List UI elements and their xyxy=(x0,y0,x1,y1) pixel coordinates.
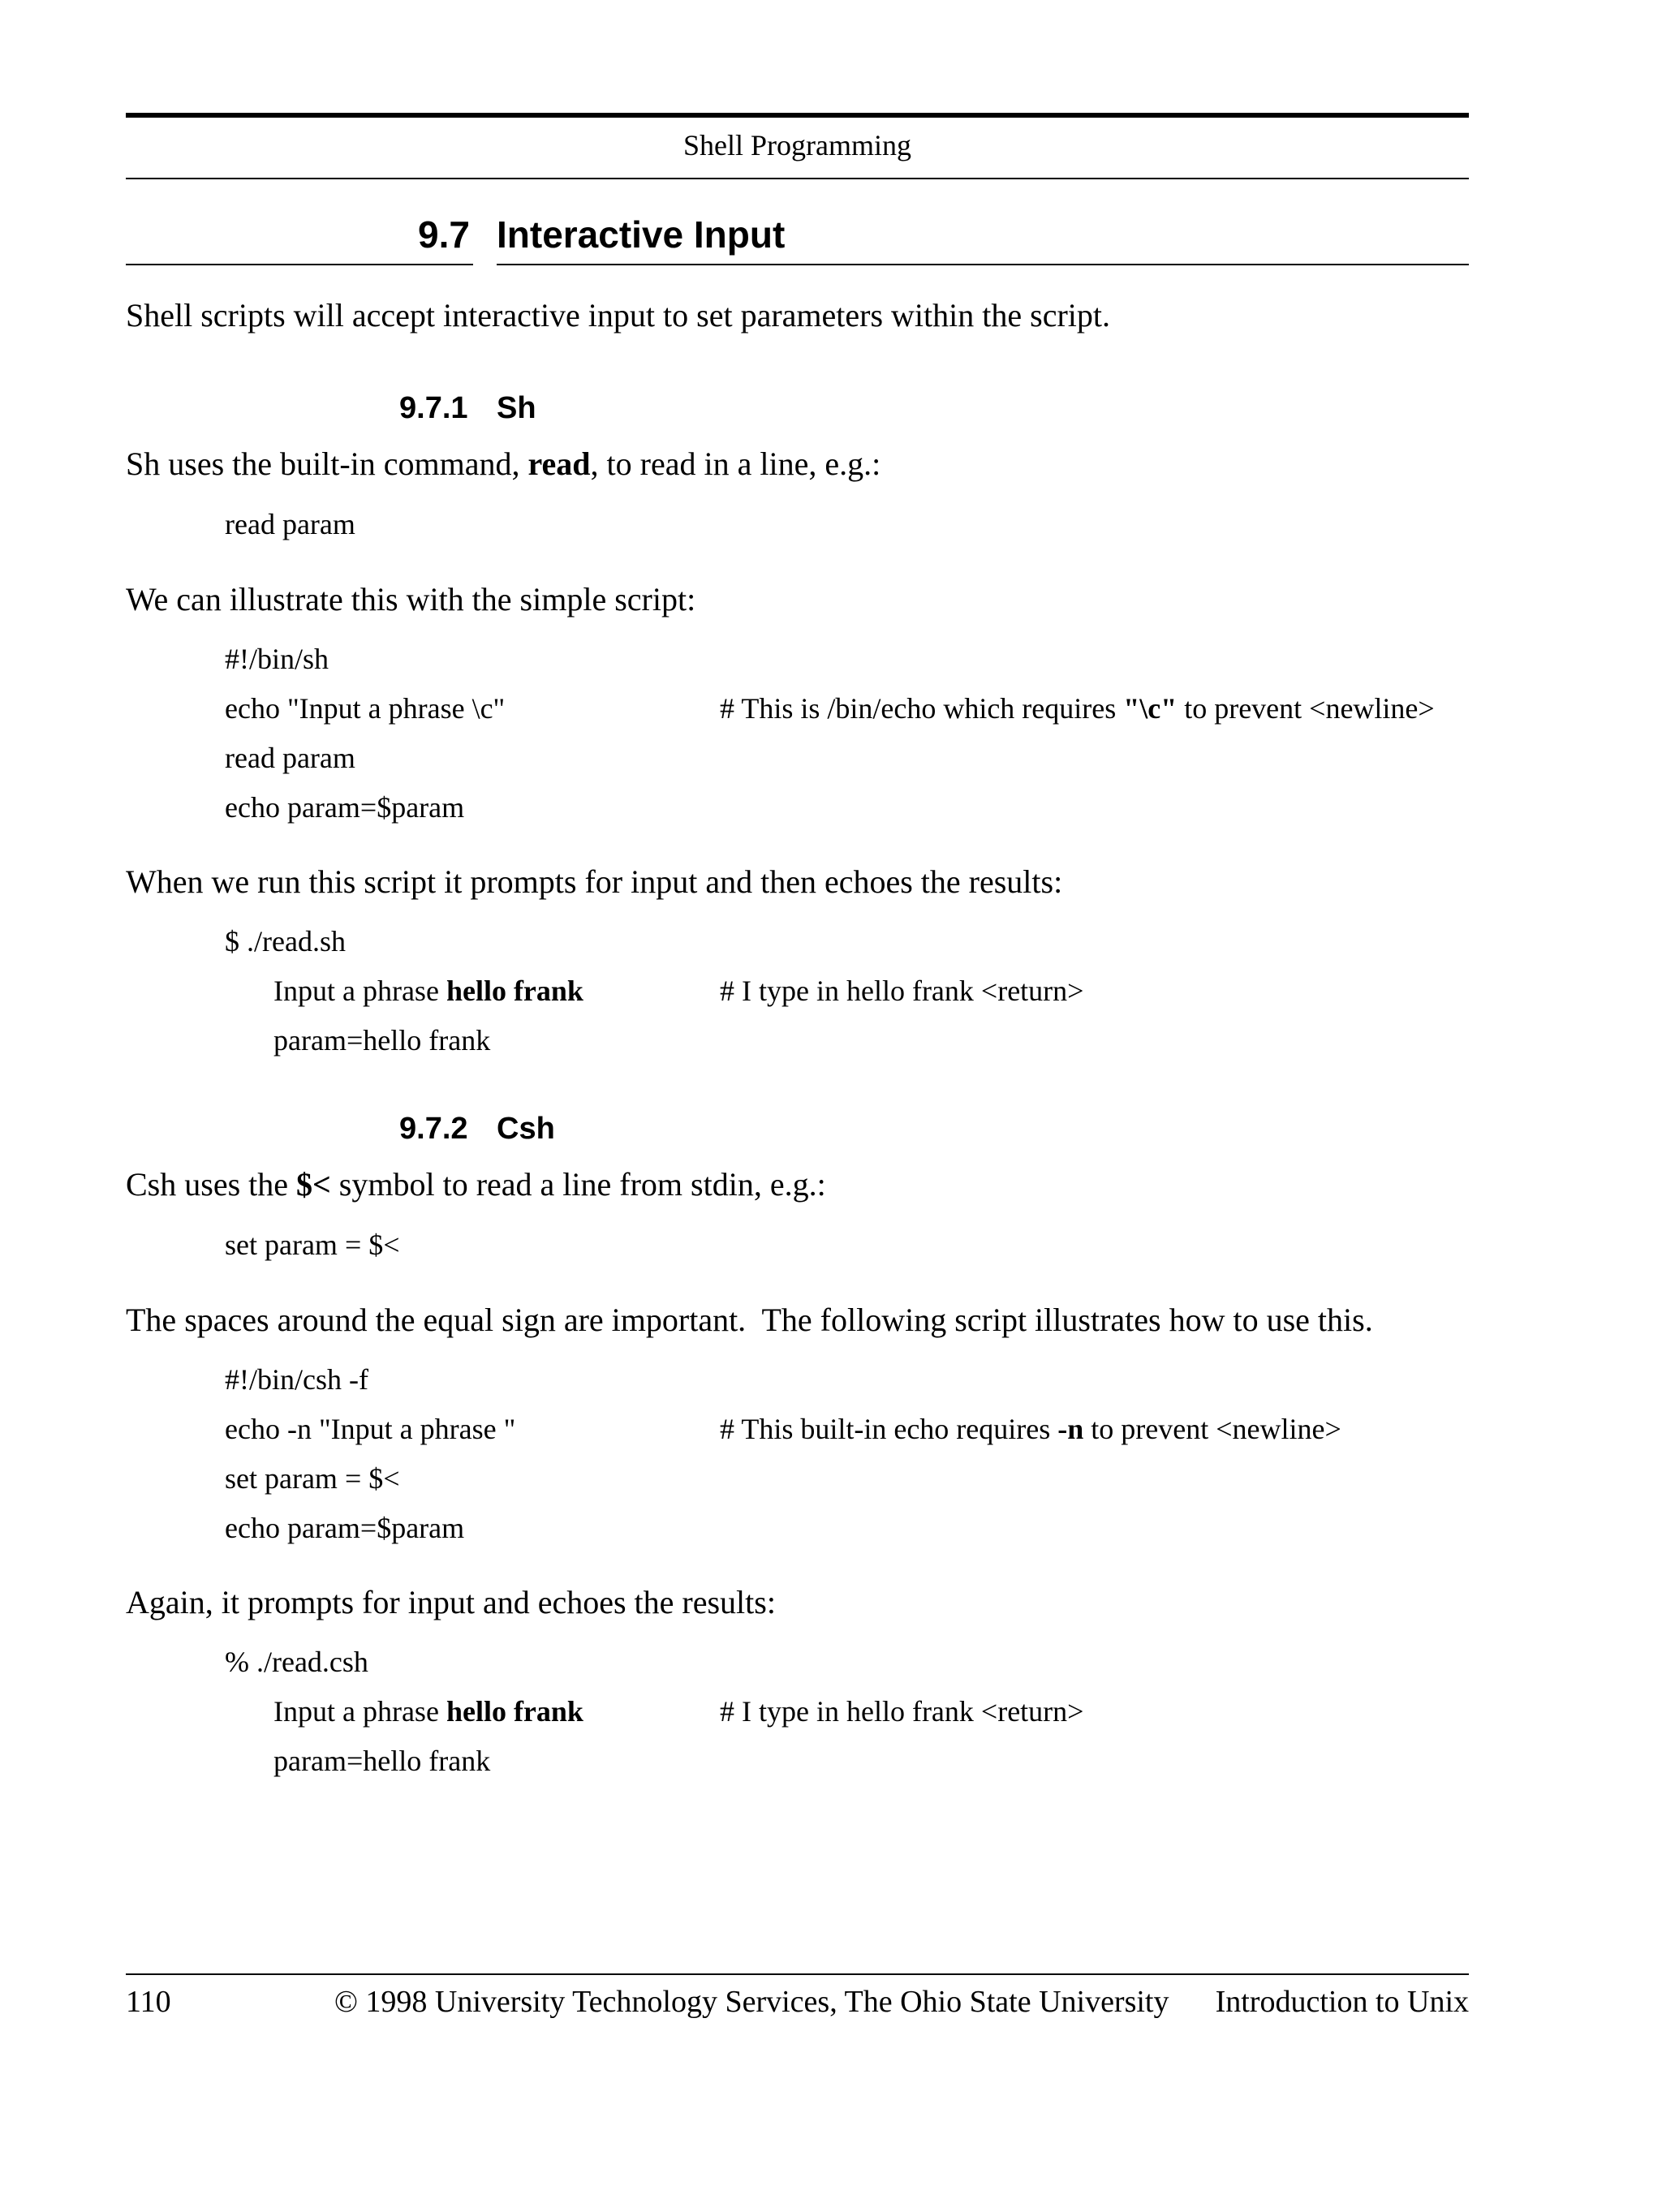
sh-example: read param xyxy=(225,508,355,540)
sh-script-line-4: echo param=$param xyxy=(225,791,465,824)
sh-run-line-2: Input a phrase hello frank xyxy=(273,975,583,1007)
sh-run-line-2-comment: # I type in hello frank <return> xyxy=(720,975,1084,1007)
subsection-number-sh: 9.7.1 xyxy=(399,391,468,425)
header-rule-thin xyxy=(126,178,1469,179)
section-rule-right xyxy=(497,264,1469,265)
subsection-title-csh: Csh xyxy=(497,1112,555,1146)
csh-script-line-2: echo -n "Input a phrase " xyxy=(225,1413,516,1445)
sh-script-line-1: #!/bin/sh xyxy=(225,643,329,675)
csh-run-line-2-comment: # I type in hello frank <return> xyxy=(720,1695,1084,1728)
page-number: 110 xyxy=(126,1985,171,2019)
csh-run-line-2: Input a phrase hello frank xyxy=(273,1695,583,1728)
sh-paragraph-illustrate: We can illustrate this with the simple script: xyxy=(126,581,696,618)
subsection-title-sh: Sh xyxy=(497,391,536,425)
sh-script-line-3: read param xyxy=(225,742,355,774)
csh-paragraph-run: Again, it prompts for input and echoes the results: xyxy=(126,1584,776,1620)
footer-book-title: Introduction to Unix xyxy=(1215,1985,1469,2019)
sh-run-line-3: param=hello frank xyxy=(273,1024,491,1057)
footer-rule xyxy=(126,1973,1469,1975)
sh-paragraph-run: When we run this script it prompts for input and then echoes the results: xyxy=(126,863,1063,900)
sh-run-line-1: $ ./read.sh xyxy=(225,925,346,958)
footer-copyright: © 1998 University Technology Services, The Ohio State University xyxy=(334,1985,1169,2019)
csh-script-line-3: set param = $< xyxy=(225,1462,400,1495)
csh-script-line-1: #!/bin/csh -f xyxy=(225,1363,368,1396)
csh-script-line-2-comment: # This built-in echo requires -n to prevent <newline> xyxy=(720,1413,1341,1445)
csh-example: set param = $< xyxy=(225,1229,400,1261)
csh-run-line-1: % ./read.csh xyxy=(225,1646,368,1678)
sh-paragraph-read: Sh uses the built-in command, read, to read in a line, e.g.: xyxy=(126,445,881,482)
section-rule-left xyxy=(126,264,473,265)
section-number: 9.7 xyxy=(418,213,470,256)
csh-paragraph-spaces: The spaces around the equal sign are important. The following script illustrates how to use this. xyxy=(126,1302,1373,1338)
sh-script-line-2: echo "Input a phrase \c" xyxy=(225,692,506,725)
header-rule-thick xyxy=(126,113,1469,118)
running-head: Shell Programming xyxy=(683,129,911,161)
csh-paragraph-read: Csh uses the $< symbol to read a line from stdin, e.g.: xyxy=(126,1166,826,1203)
subsection-number-csh: 9.7.2 xyxy=(399,1112,468,1146)
intro-paragraph: Shell scripts will accept interactive input to set parameters within the script. xyxy=(126,297,1110,334)
csh-run-line-3: param=hello frank xyxy=(273,1745,491,1777)
csh-script-line-4: echo param=$param xyxy=(225,1512,465,1544)
sh-script-line-2-comment: # This is /bin/echo which requires "\c" to prevent <newline> xyxy=(720,692,1435,725)
section-title: Interactive Input xyxy=(497,213,786,256)
